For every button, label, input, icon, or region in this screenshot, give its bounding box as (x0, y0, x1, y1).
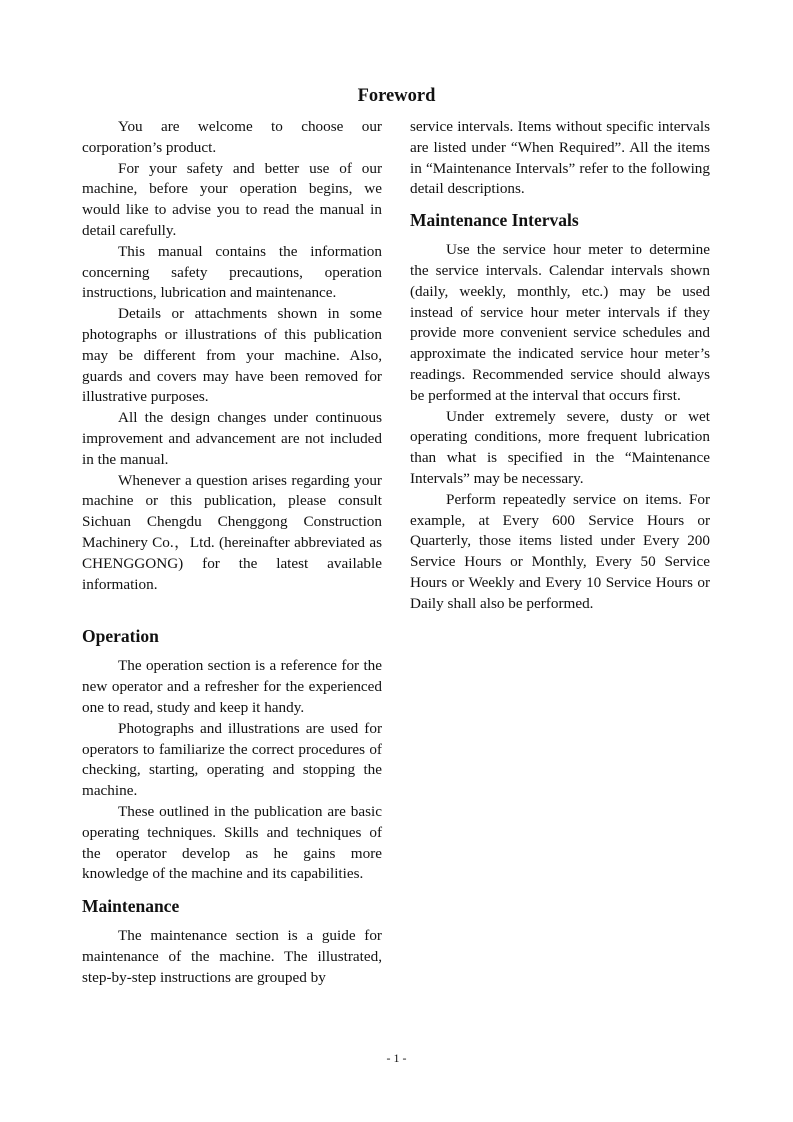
section-heading-maintenance: Maintenance (82, 896, 180, 917)
section-heading-operation: Operation (82, 626, 159, 647)
operation-paragraph-2: Photographs and illustrations are used for operators to familiarize the correct procedures of checking, starting, operating and stopping the machine. (82, 719, 382, 800)
section-heading-maintenance-intervals: Maintenance Intervals (410, 210, 579, 231)
operation-paragraph-3: These outlined in the publication are basic operating techniques. Skills and techniques of the operator develop as he gains more knowledge of the machine and its capabilities. (82, 802, 382, 883)
page-title: Foreword (357, 86, 436, 106)
intro-paragraph-2: For your safety and better use of our machine, before your operation begins, we would like to advise you to read the manual in detail carefully. (82, 159, 382, 239)
page-number: - 1 - (386, 1051, 407, 1065)
left-column (82, 117, 382, 988)
right-column (410, 117, 710, 615)
intro-paragraph-6: Whenever a question arises regarding your machine or this publication, please consult Sichuan Chengdu Chenggong Construction Machinery Co.，Ltd. (hereinafter abbreviated as CHENGGONG) for the latest available information. (82, 471, 382, 593)
intervals-paragraph-2: Under extremely severe, dusty or wet operating conditions, more frequent lubrication than what is specified in the “Maintenance Intervals” may be necessary. (410, 407, 710, 487)
maintenance-paragraph-continuation: service intervals. Items without specific intervals are listed under “When Required”. All the items in “Maintenance Intervals” refer to the following detail descriptions. (410, 118, 710, 198)
intervals-paragraph-1: Use the service hour meter to determine the service intervals. Calendar intervals shown (daily, weekly, monthly, etc.) may be used instead of service hour meter intervals if they provide more convenient service schedules and approximate the indicated service hour meter’s readings. Recommended service should always be performed at the interval that occurs first. (410, 241, 710, 404)
intro-paragraph-4: Details or attachments shown in some photographs or illustrations of this publication may be different from your machine. Also, guards and covers may have been removed for illustrative purposes. (82, 305, 382, 406)
intro-paragraph-3: This manual contains the information concerning safety precautions, operation instructions, lubrication and maintenance. (82, 242, 382, 302)
operation-paragraph-1: The operation section is a reference for the new operator and a refresher for the experienced one to read, study and keep it handy. (82, 657, 382, 716)
intro-paragraph-1: You are welcome to choose our corporation’s product. (82, 118, 382, 156)
intervals-paragraph-3: Perform repeatedly service on items. For example, at Every 600 Service Hours or Quarterly, those items listed under Every 200 Service Hours or Monthly, Every 50 Service Hours or Weekly and Every 10 Service Hours or Daily shall also be performed. (410, 490, 710, 612)
intro-paragraph-5: All the design changes under continuous improvement and advancement are not included in the manual. (82, 409, 382, 468)
maintenance-paragraph-1: The maintenance section is a guide for maintenance of the machine. The illustrated, step-by-step instructions are grouped by (82, 927, 382, 986)
